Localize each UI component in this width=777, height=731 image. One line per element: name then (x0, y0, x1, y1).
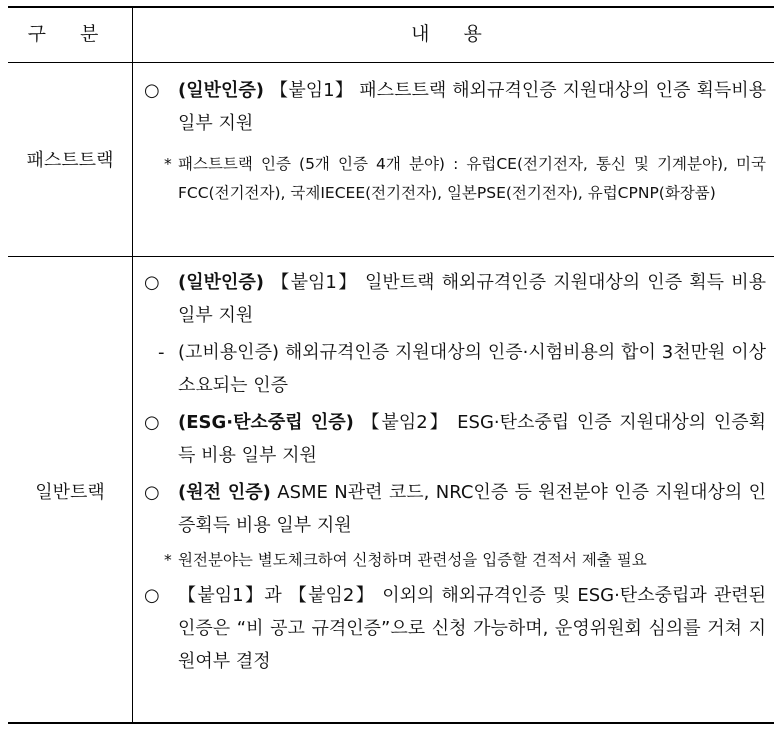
item-heading: (일반인증) (178, 272, 265, 293)
item-text: 【붙임1】 패스트트랙 해외규격인증 지원대상의 인증 획득비용 일부 지원 (178, 80, 766, 134)
generaltrack-content (144, 266, 766, 678)
category-fasttrack: 패스트트랙 (26, 150, 114, 171)
row-divider (8, 256, 774, 257)
dash-marker: - (158, 342, 165, 363)
header-rule (8, 62, 774, 63)
support-table (8, 6, 774, 724)
header-content: 내 용 (411, 23, 496, 45)
table-bottom-rule (8, 722, 774, 724)
circle-bullet-icon: ○ (144, 80, 160, 101)
circle-bullet-icon: ○ (144, 272, 160, 293)
header-category: 구 분 (27, 23, 113, 45)
circle-bullet-icon: ○ (144, 585, 160, 606)
item-text: ASME N관련 코드, NRC인증 등 원전분야 인증 지원대상의 인증획득 비용 일부 지원 (178, 482, 766, 536)
asterisk-marker: * (164, 155, 172, 173)
item-text: 【붙임1】 일반트랙 해외규격인증 지원대상의 인증 획득 비용 일부 지원 (178, 272, 766, 326)
item-text: 【붙임2】 ESG·탄소중립 인증 지원대상의 인증획득 비용 일부 지원 (178, 412, 766, 466)
item-heading: (ESG·탄소중립 인증) (178, 412, 354, 433)
note-text: 원전분야는 별도체크하여 신청하며 관련성을 입증할 견적서 제출 필요 (178, 551, 647, 569)
list-item (144, 266, 766, 332)
item-text: 【붙임1】과 【붙임2】 이외의 해외규격인증 및 ESG·탄소중립과 관련된 인증은 “비 공고 규격인증”으로 신청 가능하며, 운영위원회 심의를 거쳐 지원여부 결정 (178, 585, 766, 672)
note-text: 패스트트랙 인증 (5개 인증 4개 분야) : 유럽CE(전기전자, 통신 및 기계분야), 미국FCC(전기전자), 국제IECEE(전기전자), 일본PSE(전기전자), 유럽CPNP(화장품) (178, 155, 766, 202)
circle-bullet-icon: ○ (144, 482, 160, 503)
list-item (144, 476, 766, 542)
list-item (144, 74, 766, 140)
list-item (144, 579, 766, 678)
list-item (144, 406, 766, 472)
asterisk-marker: * (164, 551, 172, 569)
column-divider (132, 6, 133, 724)
sub-item-text: (고비용인증) 해외규격인증 지원대상의 인증·시험비용의 합이 3천만원 이상 소요되는 인증 (178, 342, 766, 396)
fasttrack-content (144, 74, 766, 208)
note-item (144, 546, 766, 575)
category-generaltrack: 일반트랙 (35, 482, 105, 503)
circle-bullet-icon: ○ (144, 412, 160, 433)
item-heading: (일반인증) (178, 80, 265, 101)
sub-item (144, 336, 766, 402)
item-heading: (원전 인증) (178, 482, 271, 503)
note-item (144, 150, 766, 208)
